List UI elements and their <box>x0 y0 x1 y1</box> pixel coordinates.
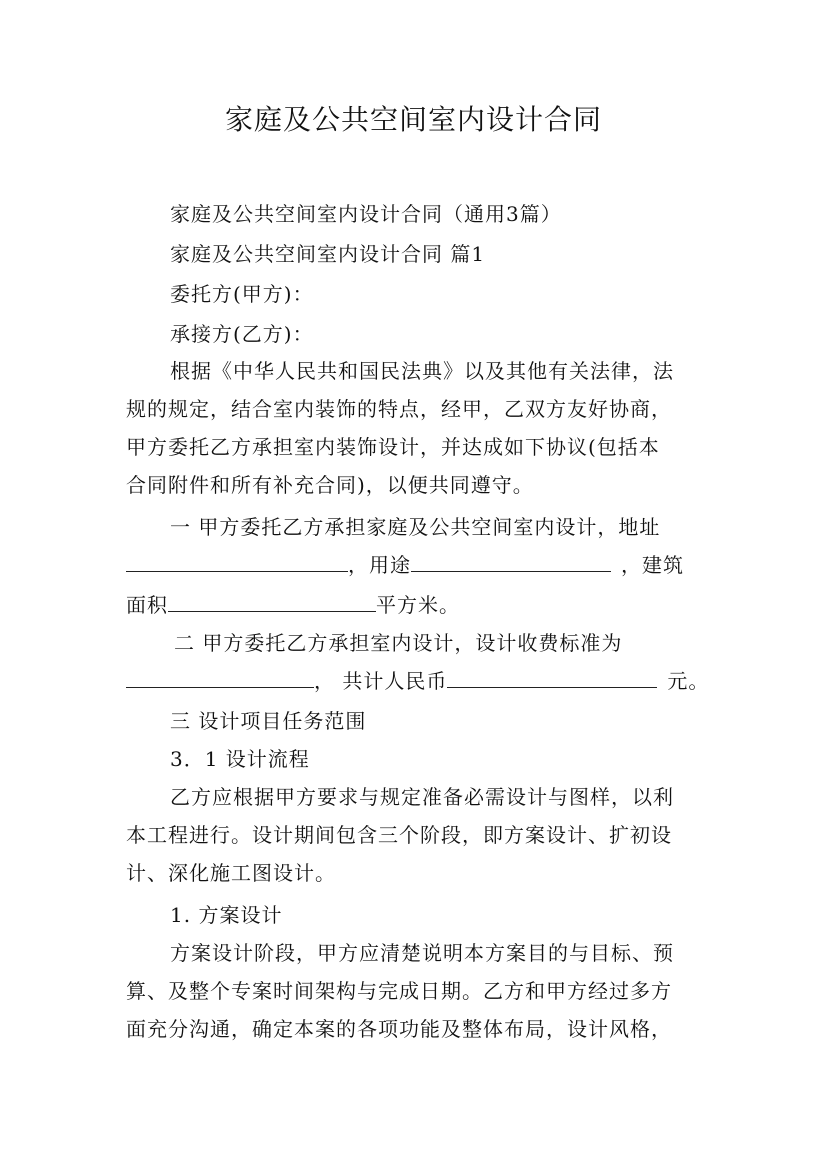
process-line-1: 乙方应根据甲方要求与规定准备必需设计与图样，以利 <box>170 785 674 809</box>
clause-2-line-2 <box>126 665 709 694</box>
use-blank <box>411 553 611 572</box>
intro-line-4: 合同附件和所有补充合同)，以便共同遵守。 <box>126 473 534 497</box>
yuan-label: 元。 <box>667 669 710 693</box>
total-label: ， 共计人民币 <box>314 669 448 693</box>
use-label: ，用途 <box>348 553 411 577</box>
step-1-line-1: 方案设计阶段，甲方应清楚说明本方案目的与目标、预 <box>170 941 674 965</box>
area-blank <box>168 593 376 612</box>
clause-3-heading: 三 设计项目任务范围 <box>170 709 367 733</box>
part-heading: 家庭及公共空间室内设计合同 篇1 <box>170 242 486 266</box>
intro-line-1: 根据《中华人民共和国民法典》以及其他有关法律，法 <box>170 359 674 383</box>
clause-1-line-2 <box>126 549 684 578</box>
clause-2-line-1: 二 甲方委托乙方承担室内设计，设计收费标准为 <box>174 631 623 655</box>
build-label: ，建筑 <box>621 553 684 577</box>
address-blank <box>126 553 348 572</box>
intro-line-2: 规的规定，结合室内装饰的特点，经甲，乙双方友好协商， <box>126 397 672 421</box>
clause-1-line-1: 一 甲方委托乙方承担家庭及公共空间室内设计，地址 <box>170 515 661 539</box>
fee-blank <box>126 669 314 688</box>
party-a-label: 委托方(甲方)： <box>170 282 314 306</box>
process-line-2: 本工程进行。设计期间包含三个阶段，即方案设计、扩初设 <box>126 823 672 847</box>
section-3-1-heading: 3．1 设计流程 <box>170 747 310 771</box>
step-1-line-2: 算、及整个专案时间架构与完成日期。乙方和甲方经过多方 <box>126 979 672 1003</box>
document-title: 家庭及公共空间室内设计合同 <box>224 103 602 136</box>
step-1-line-3: 面充分沟通，确定本案的各项功能及整体布局，设计风格， <box>126 1017 672 1041</box>
total-blank <box>447 669 657 688</box>
intro-line-3: 甲方委托乙方承担室内装饰设计，并达成如下协议(包括本 <box>126 435 660 459</box>
clause-1-line-3 <box>126 589 460 618</box>
area-unit: 平方米。 <box>376 593 460 617</box>
document-subtitle: 家庭及公共空间室内设计合同（通用3篇） <box>170 202 562 226</box>
process-line-3: 计、深化施工图设计。 <box>126 861 336 885</box>
party-b-label: 承接方(乙方)： <box>170 322 314 346</box>
step-1-heading: 1. 方案设计 <box>170 903 283 927</box>
area-label: 面积 <box>126 593 168 617</box>
